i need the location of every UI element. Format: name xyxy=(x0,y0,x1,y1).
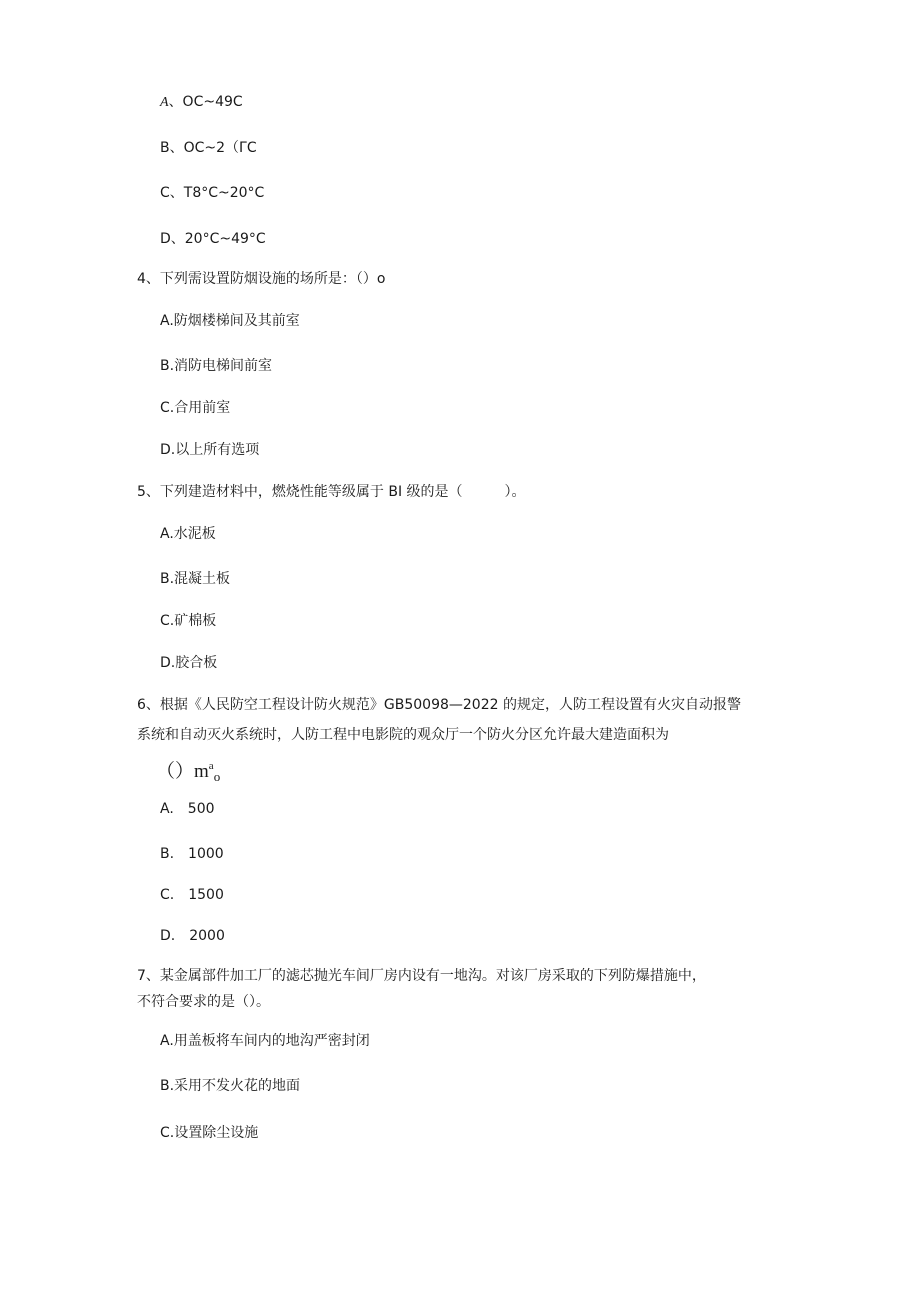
q4-option-b: B.消防电梯间前室 xyxy=(160,358,273,374)
q6-unit-blank xyxy=(156,755,220,788)
q7-stem-line2: 不符合要求的是（）。 xyxy=(137,994,270,1010)
q4-option-d: D.以上所有选项 xyxy=(160,442,260,458)
q3-option-a-text: 、OC~49C xyxy=(168,94,243,110)
q6-stem-line2: 系统和自动灭火系统时，人防工程中电影院的观众厅一个防火分区允许最大建造面积为 xyxy=(137,727,669,743)
q5-option-b: B.混凝土板 xyxy=(160,571,231,587)
q4-option-c: C.合用前室 xyxy=(160,400,231,416)
q7-stem-line1: 7、某金属部件加工厂的滤芯抛光车间厂房内设有一地沟。对该厂房采取的下列防爆措施中， xyxy=(137,968,706,984)
q6-option-d: D. 2000 xyxy=(160,928,225,944)
q6-unit-paren: （） xyxy=(156,761,195,782)
q3-option-b: B、OC~2（ΓC xyxy=(160,140,257,156)
q3-option-a-letter: A xyxy=(160,95,169,110)
q3-option-c: C、T8°C~20°C xyxy=(160,185,265,201)
q6-unit-m: m xyxy=(194,761,209,782)
q7-option-c: C.设置除尘设施 xyxy=(160,1125,259,1141)
q6-unit-sub: o xyxy=(213,769,221,784)
q5-stem: 5、下列建造材料中，燃烧性能等级属于 BI 级的是（ ）。 xyxy=(137,484,526,500)
q6-option-c: C. 1500 xyxy=(160,887,224,903)
q3-option-a xyxy=(160,93,243,112)
q5-option-a: A.水泥板 xyxy=(160,526,216,542)
q7-option-a: A.用盖板将车间内的地沟严密封闭 xyxy=(160,1033,370,1049)
q7-option-b: B.采用不发火花的地面 xyxy=(160,1078,301,1094)
q6-option-a: A. 500 xyxy=(160,801,215,817)
q5-option-d: D.胶合板 xyxy=(160,655,218,671)
q6-option-b: B. 1000 xyxy=(160,846,224,862)
q4-option-a: A.防烟楼梯间及其前室 xyxy=(160,313,300,329)
q4-stem: 4、下列需设置防烟设施的场所是：（）o xyxy=(137,271,386,287)
q3-option-d: D、20°C~49°C xyxy=(160,231,266,247)
q6-stem-line1: 6、根据《人民防空工程设计防火规范》GB50098—2022 的规定，人防工程设置有火灾自动报警 xyxy=(137,697,741,713)
q6-unit-sup: a xyxy=(208,760,214,772)
q5-option-c: C.矿棉板 xyxy=(160,613,217,629)
